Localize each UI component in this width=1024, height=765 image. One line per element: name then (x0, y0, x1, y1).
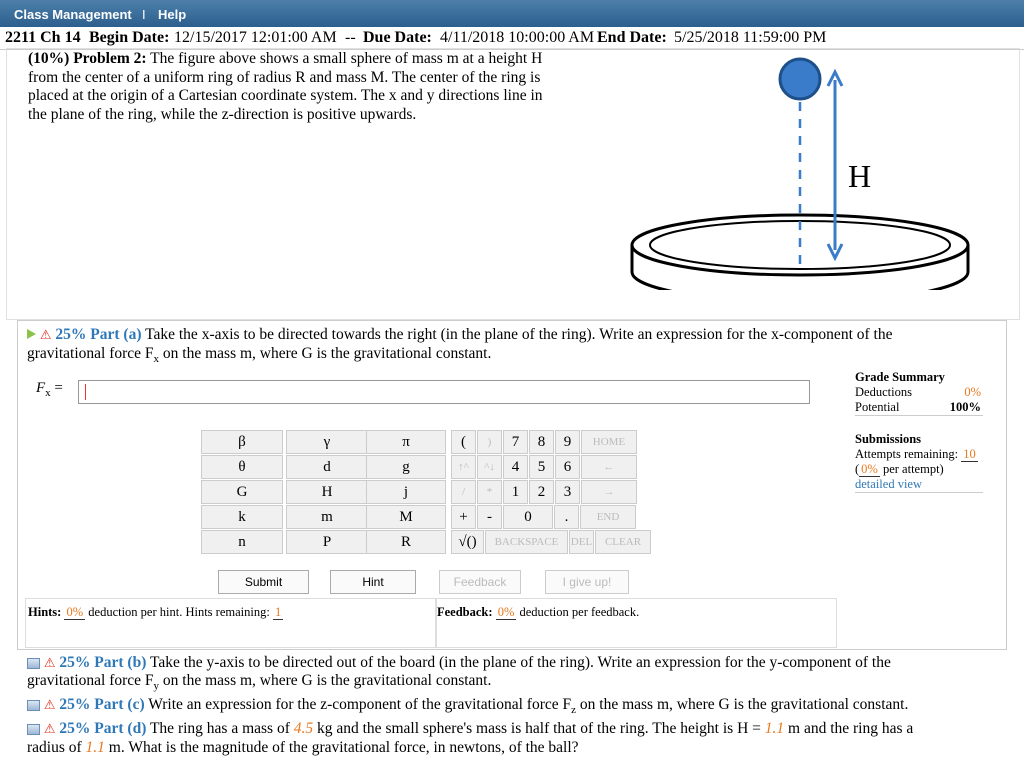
collapse-box-icon[interactable] (27, 700, 40, 711)
class-management-link[interactable]: Class Management (14, 7, 132, 22)
problem-line-4: the plane of the ring, while the z-direction is positive upwards. (28, 106, 417, 123)
keypad-key[interactable]: γ (286, 430, 368, 454)
answer-var: F (36, 380, 46, 396)
part-d-height: 1.1 (764, 720, 785, 737)
keypad-key[interactable]: + (451, 505, 476, 529)
potential-value: 100% (949, 400, 981, 414)
keypad-key[interactable]: d (286, 455, 368, 479)
part-a-text-1: Take the x-axis to be directed towards the right (in the plane of the ring). Write an expression for the x-component of the (145, 326, 893, 343)
keypad-key[interactable]: M (366, 505, 446, 529)
menu-separator: I (142, 7, 146, 22)
keypad-key[interactable]: 7 (503, 430, 528, 454)
keypad-key[interactable]: 0 (503, 505, 553, 529)
keypad-key[interactable]: ) (477, 430, 502, 454)
part-d-radius-label: radius of (27, 739, 86, 756)
part-d-header[interactable] (27, 720, 913, 738)
warning-icon: ⚠ (39, 328, 52, 343)
answer-eq: = (50, 380, 63, 396)
keypad-key[interactable]: j (366, 480, 446, 504)
part-b-label: 25% Part (b) (59, 654, 147, 671)
deductions-value: 0% (964, 385, 981, 399)
top-menu-bar (0, 0, 1024, 27)
feedback-desc: deduction per feedback. (516, 605, 640, 619)
hints-remaining: 1 (274, 605, 282, 619)
keypad-key[interactable]: 6 (555, 455, 580, 479)
collapse-box-icon[interactable] (27, 724, 40, 735)
help-link[interactable]: Help (158, 7, 187, 22)
keypad-key[interactable]: β (201, 430, 283, 454)
part-a-line-2 (27, 345, 491, 365)
keypad-key[interactable]: R (366, 530, 446, 554)
part-a-sub: x (153, 353, 160, 366)
problem-label: (10%) Problem 2: (28, 50, 147, 67)
keypad-key[interactable]: 3 (555, 480, 580, 504)
warning-icon: ⚠ (43, 656, 56, 671)
per-attempt-label: per attempt) (879, 462, 944, 476)
per-attempt-value: 0% (861, 462, 878, 476)
part-c-sub: z (571, 704, 577, 717)
end-date-value: 5/25/2018 11:59:00 PM (674, 29, 827, 46)
end-date-label: End Date: (597, 29, 667, 46)
keypad-key[interactable]: - (477, 505, 502, 529)
keypad-key[interactable]: 4 (503, 455, 528, 479)
keypad-key[interactable]: 1 (503, 480, 528, 504)
ring-sphere-figure (620, 50, 980, 290)
part-a-label: 25% Part (a) (55, 326, 142, 343)
hints-value: 0% (66, 605, 84, 619)
part-b-force: gravitational force F (27, 672, 154, 689)
part-d-text-a: The ring has a mass of (149, 720, 294, 737)
keypad-key[interactable]: P (286, 530, 368, 554)
part-d-label: 25% Part (d) (59, 720, 147, 737)
feedback-label: Feedback: (437, 605, 493, 619)
answer-sub: x (45, 387, 51, 399)
expand-triangle-icon[interactable] (27, 329, 36, 339)
attempts-value: 10 (963, 447, 976, 461)
part-b-sub: y (153, 680, 160, 693)
assignment-code: 2211 Ch 14 (5, 29, 81, 46)
part-d-line-2 (27, 739, 579, 757)
keypad-key[interactable]: n (201, 530, 283, 554)
keypad-key[interactable]: k (201, 505, 283, 529)
keypad-key[interactable]: H (286, 480, 368, 504)
assignment-dates-bar (0, 27, 1024, 50)
feedback-text (437, 605, 639, 620)
part-c-text: Write an expression for the z-component of the gravitational force F (148, 696, 572, 713)
keypad-key[interactable]: DEL (569, 530, 594, 554)
part-a-force-text: gravitational force F (27, 345, 154, 362)
keypad-key[interactable]: θ (201, 455, 283, 479)
keypad-key[interactable]: 5 (529, 455, 554, 479)
give-up-button[interactable]: I give up! (545, 570, 629, 594)
hints-label: Hints: (28, 605, 62, 619)
part-b-rest: on the mass m, where G is the gravitational constant. (159, 672, 492, 689)
detailed-view-link[interactable]: detailed view (855, 477, 983, 493)
keypad-key[interactable]: 8 (529, 430, 554, 454)
keypad-key[interactable]: 9 (555, 430, 580, 454)
part-d-text-c: m and the ring has a (784, 720, 914, 737)
keypad-key[interactable]: END (580, 505, 636, 529)
per-attempt-open: ( (855, 462, 860, 476)
potential-label: Potential (855, 400, 900, 414)
answer-label (36, 380, 63, 399)
keypad-key[interactable]: g (366, 455, 446, 479)
hint-button[interactable]: Hint (330, 570, 416, 594)
hints-desc: deduction per hint. Hints remaining: (85, 605, 270, 619)
keypad-key[interactable]: CLEAR (595, 530, 651, 554)
begin-date-value: 12/15/2017 12:01:00 AM (174, 29, 337, 46)
part-b-header[interactable] (27, 654, 891, 672)
part-c-rest: on the mass m, where G is the gravitational constant. (576, 696, 909, 713)
answer-input[interactable] (78, 380, 810, 404)
sphere (780, 59, 820, 99)
keypad-key[interactable]: ^↓ (477, 455, 502, 479)
attempts-label: Attempts remaining: (855, 447, 959, 461)
date-separator: -- (345, 29, 356, 46)
begin-date-label: Begin Date: (89, 29, 170, 46)
keypad-key[interactable]: π (366, 430, 446, 454)
keypad-key[interactable]: → (581, 480, 637, 504)
keypad-key[interactable]: G (201, 480, 283, 504)
keypad-key[interactable]: BACKSPACE (485, 530, 568, 554)
text-cursor (85, 384, 86, 400)
due-date-value: 4/11/2018 10:00:00 AM (440, 29, 595, 46)
submissions-title: Submissions (855, 432, 922, 446)
part-d-text-d: m. What is the magnitude of the gravitational force, in newtons, of the ball? (104, 739, 579, 756)
keypad-key[interactable]: ← (581, 455, 637, 479)
part-a-rest: on the mass m, where G is the gravitational constant. (159, 345, 492, 362)
keypad-key[interactable]: HOME (581, 430, 637, 454)
part-b-text-1: Take the y-axis to be directed out of the board (in the plane of the ring). Write an expression for the y-component of the (149, 654, 891, 671)
keypad-key[interactable]: 2 (529, 480, 554, 504)
problem-line-2: from the center of a uniform ring of radius R and mass M. The center of the ring is (28, 68, 541, 86)
part-d-mass: 4.5 (293, 720, 314, 737)
keypad-key[interactable]: √() (451, 530, 484, 554)
part-a-header (27, 326, 892, 344)
part-c-label: 25% Part (c) (59, 696, 145, 713)
feedback-value: 0% (497, 605, 515, 619)
part-b-line-2 (27, 672, 491, 692)
part-d-text-b: kg and the small sphere's mass is half that of the ring. The height is H = (313, 720, 765, 737)
part-d-radius: 1.1 (85, 739, 105, 756)
keypad-key[interactable]: m (286, 505, 368, 529)
keypad-key[interactable]: . (554, 505, 579, 529)
keypad-key[interactable]: / (451, 480, 476, 504)
height-arrow (828, 72, 842, 258)
deductions-label: Deductions (855, 385, 912, 399)
warning-icon: ⚠ (43, 698, 56, 713)
keypad-key[interactable]: ↑^ (451, 455, 476, 479)
warning-icon: ⚠ (43, 722, 56, 737)
submit-button[interactable]: Submit (218, 570, 309, 594)
problem-line-3: placed at the origin of a Cartesian coordinate system. The x and y directions line in (28, 87, 543, 104)
feedback-button[interactable]: Feedback (439, 570, 521, 594)
grade-summary (855, 370, 983, 493)
problem-line-1: The figure above shows a small sphere of mass m at a height H (150, 50, 543, 67)
keypad-key[interactable]: ( (451, 430, 476, 454)
due-date-label: Due Date: (363, 29, 432, 46)
hints-text (28, 605, 283, 620)
grade-summary-title: Grade Summary (855, 370, 945, 384)
part-c-header[interactable] (27, 696, 908, 716)
height-label: H (848, 158, 872, 194)
keypad-key[interactable]: * (477, 480, 502, 504)
collapse-box-icon[interactable] (27, 658, 40, 669)
